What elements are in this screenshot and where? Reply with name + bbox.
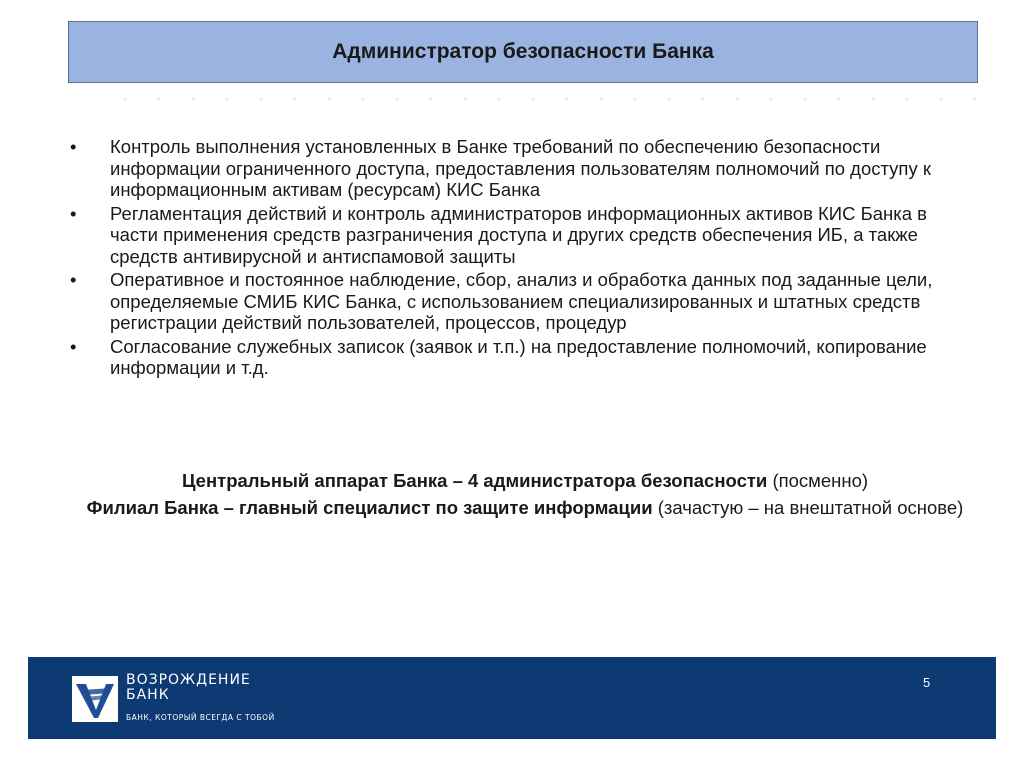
summary-branch-rest: (зачастую – на внештатной основе) [652,497,964,518]
summary-central-bold: Центральный аппарат Банка – 4 администратора безопасности [181,470,768,491]
list-item [70,203,980,268]
decorative-dots [108,96,978,102]
summary-line-branch [70,496,980,519]
logo-name-line1: ВОЗРОЖДЕНИЕ [126,672,251,688]
page-number: 5 [923,675,931,690]
bank-slogan: БАНК, КОТОРЫЙ ВСЕГДА С ТОБОЙ [126,713,275,722]
bullet-text: Регламентация действий и контроль администраторов информационных активов КИС Банка в части применения средств разграничения доступа и других средств обеспечения ИБ, а также средств антивирусной и антиспамовой защиты [110,202,928,267]
slide-title: Администратор безопасности Банка [332,40,714,63]
bullet-icon: • [70,335,77,357]
logo-name-line2: БАНК [126,687,170,703]
summary-central-rest: (посменно) [767,470,869,491]
slide-title-box [68,21,978,83]
bank-logo-svg [72,676,118,722]
bullet-list [70,136,980,381]
bullet-text: Оперативное и постоянное наблюдение, сбор, анализ и обработка данных под заданные цели, определяемые СМИБ КИС Банка, с использованием специализированных и штатных средств регистрации действий пользователей, процессов, процедур [110,269,933,333]
summary-line-central [70,469,980,492]
list-item [70,136,980,201]
bank-logo-icon [72,676,118,722]
list-item [70,269,980,334]
bullet-icon: • [70,269,77,290]
footer-bar [28,657,996,739]
list-item [70,336,980,379]
bullet-icon: • [70,136,77,157]
summary-branch-bold: Филиал Банка – главный специалист по защите информации [86,497,653,518]
bullet-text: Контроль выполнения установленных в Банке требований по обеспечению безопасности информации ограниченного доступа, предоставления пользователям полномочий по доступу к информационным активам (ресурсам) КИС Банка [110,136,931,200]
bullet-icon: • [70,202,77,224]
bank-logo-text [126,673,275,722]
summary-block [70,469,980,523]
bullet-text: Согласование служебных записок (заявок и т.п.) на предоставление полномочий, копирование информации и т.д. [110,335,927,378]
